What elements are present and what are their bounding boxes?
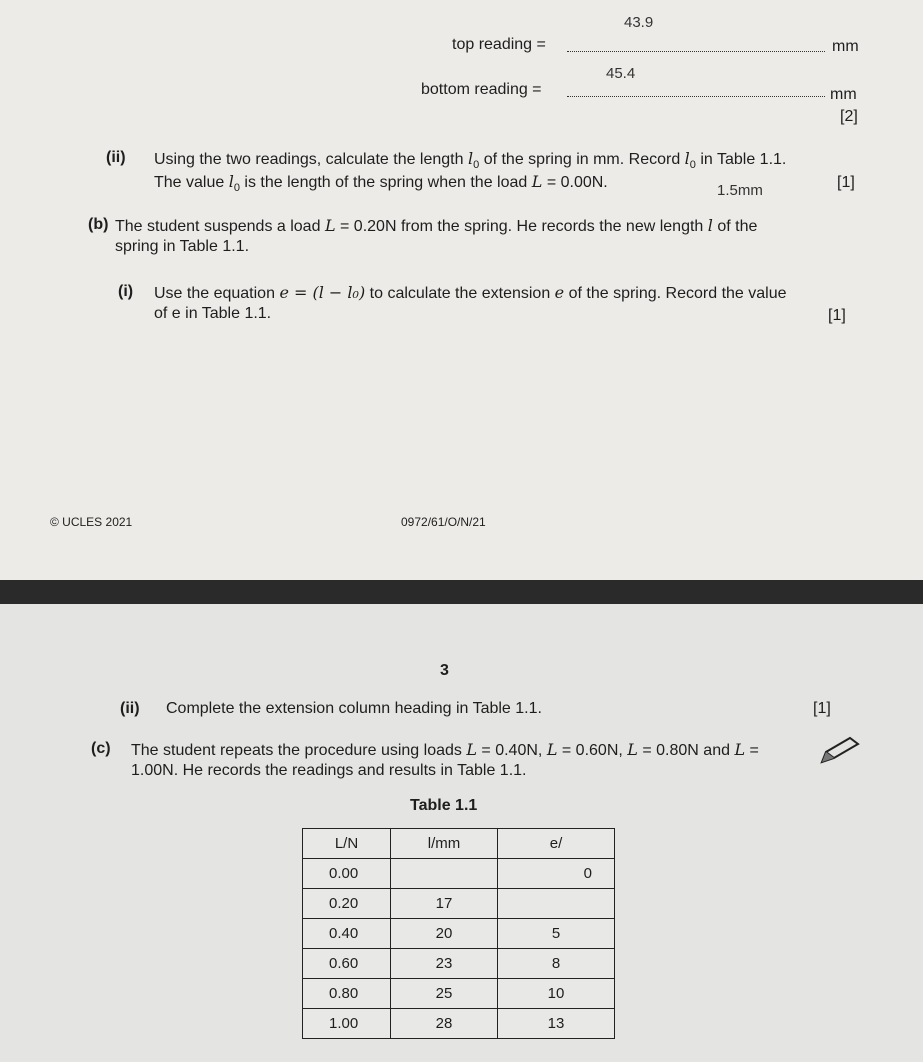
table-row: [303, 1009, 615, 1039]
table-header-extension: e/: [498, 829, 615, 859]
table-row: [303, 979, 615, 1009]
table-header-load: L/N: [303, 829, 391, 859]
table-cell[interactable]: [498, 889, 615, 919]
question-text: Complete the extension column heading in Table 1.1.: [166, 700, 542, 717]
marks-label: [1]: [813, 700, 831, 717]
table-header-length: l/mm: [391, 829, 498, 859]
bottom-reading-label: bottom reading =: [421, 81, 542, 98]
table-cell: 5: [498, 919, 615, 949]
question-number: (c): [91, 740, 111, 757]
answer-line: [567, 51, 825, 52]
table-cell: 0.80: [303, 979, 391, 1009]
table-row: [303, 889, 615, 919]
copyright-footer: © UCLES 2021: [50, 515, 133, 529]
table-cell: 23: [391, 949, 498, 979]
table-cell: 0.60: [303, 949, 391, 979]
question-number: (ii): [120, 700, 140, 717]
paper-code: 0972/61/O/N/21: [401, 515, 486, 529]
question-text: Use the equation e = (l − l₀) to calculate the extension e of the spring. Record the value: [154, 283, 787, 302]
pencil-cursor-icon: [818, 736, 862, 766]
question-text: Using the two readings, calculate the length $l_0$ of the spring in mm. Record $l_0$ in Table 1.1.: [154, 149, 787, 172]
page-number: 3: [440, 662, 449, 679]
table-cell: 0: [498, 859, 615, 889]
top-reading-unit: mm: [832, 38, 859, 55]
handwritten-answer: 1.5mm: [717, 182, 763, 199]
table-cell: 1.00: [303, 1009, 391, 1039]
table-cell: 10: [498, 979, 615, 1009]
page-gap: [0, 580, 923, 604]
table-cell: 13: [498, 1009, 615, 1039]
table-cell: 20: [391, 919, 498, 949]
question-text: of e in Table 1.1.: [154, 305, 272, 322]
question-text: spring in Table 1.1.: [115, 238, 250, 255]
table-header-row: [303, 829, 615, 859]
marks-label: [1]: [837, 174, 855, 191]
table-row: [303, 919, 615, 949]
question-number: (i): [118, 283, 134, 300]
table-title: Table 1.1: [410, 797, 478, 814]
table-row: [303, 859, 615, 889]
table-cell: 28: [391, 1009, 498, 1039]
table-cell: 0.00: [303, 859, 391, 889]
question-number: (ii): [106, 149, 126, 166]
table-cell: 8: [498, 949, 615, 979]
table-cell: 25: [391, 979, 498, 1009]
top-reading-value: 43.9: [624, 14, 654, 31]
marks-label: [2]: [840, 108, 858, 125]
bottom-reading-unit: mm: [830, 86, 857, 103]
question-text: The value $l_0$ is the length of the spring when the load L = 0.00N.: [154, 172, 608, 195]
marks-label: [1]: [828, 307, 846, 324]
table-row: [303, 949, 615, 979]
results-table: [302, 828, 615, 1039]
table-cell: 0.20: [303, 889, 391, 919]
table-cell: 0.40: [303, 919, 391, 949]
question-text: The student repeats the procedure using loads L = 0.40N, L = 0.60N, L = 0.80N and L =: [131, 740, 759, 759]
question-text: The student suspends a load L = 0.20N from the spring. He records the new length l of the: [115, 216, 758, 235]
question-text: 1.00N. He records the readings and results in Table 1.1.: [131, 762, 527, 779]
top-reading-label: top reading =: [452, 36, 546, 53]
table-cell: 17: [391, 889, 498, 919]
question-number: (b): [88, 216, 109, 233]
bottom-reading-value: 45.4: [606, 65, 636, 82]
answer-line: [567, 96, 825, 97]
table-cell[interactable]: [391, 859, 498, 889]
